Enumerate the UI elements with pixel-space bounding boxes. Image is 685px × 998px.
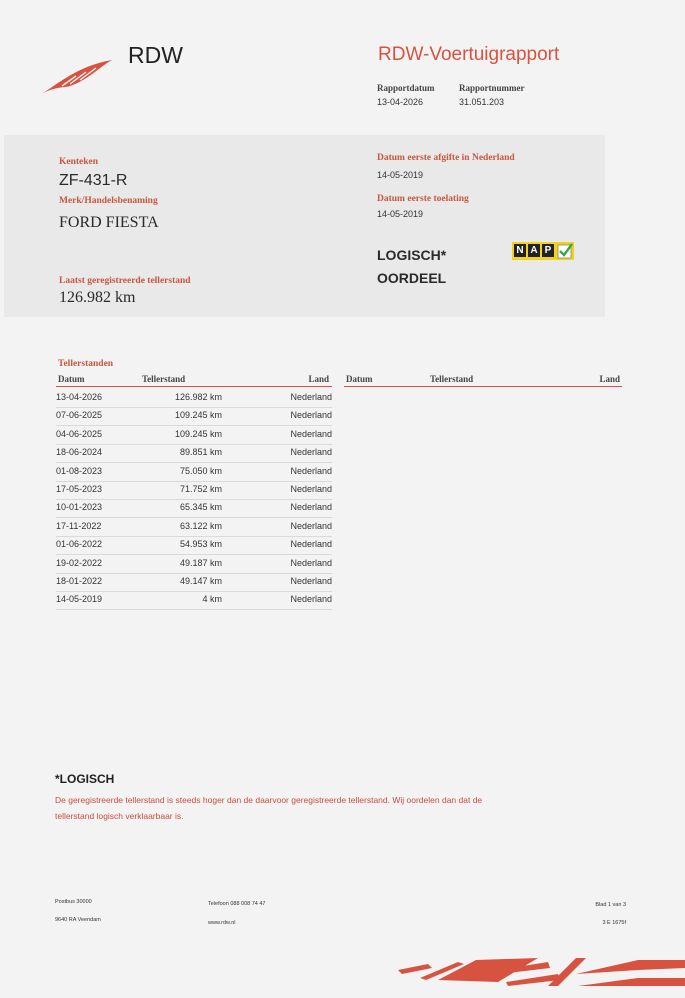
table-row: [56, 463, 332, 482]
row-country: Nederland: [290, 447, 332, 458]
row-km: 126.982 km: [174, 392, 222, 402]
report-date: 13-04-2026: [377, 97, 424, 107]
row-date: 18-06-2024: [56, 447, 103, 458]
row-date: 17-11-2022: [56, 520, 102, 531]
first-nl-value: 14-05-2019: [377, 170, 424, 180]
table-row: [56, 426, 332, 445]
col-date-header-2: Datum: [346, 374, 373, 384]
logo-text: RDW: [128, 42, 183, 68]
row-country: Nederland: [290, 520, 332, 531]
report-date-label: Rapportdatum: [377, 83, 435, 93]
row-km: 4 km: [202, 594, 222, 605]
readings-section-title: Tellerstanden: [58, 359, 114, 369]
row-date: 01-06-2022: [56, 539, 103, 550]
note-line2: tellerstand logisch verklaarbaar is.: [55, 811, 184, 821]
row-km: 89.851 km: [179, 447, 222, 458]
row-date: 13-04-2026: [56, 392, 103, 402]
row-date: 07-06-2025: [56, 410, 103, 421]
row-country: Nederland: [290, 465, 332, 476]
table-row: [56, 555, 332, 574]
table-row: [56, 573, 332, 592]
row-km: 49.187 km: [179, 557, 222, 568]
row-date: 04-06-2025: [56, 428, 103, 439]
nap-letter-n: N: [514, 244, 526, 257]
nap-letter-p: P: [542, 244, 554, 257]
row-km: 109.245 km: [174, 410, 222, 421]
report-number-label: Rapportnummer: [459, 83, 525, 93]
footer-web: www.rdw.nl: [208, 920, 236, 926]
row-country: Nederland: [290, 576, 332, 586]
plate-value: ZF-431-R: [59, 172, 128, 189]
row-km: 109.245 km: [174, 428, 222, 439]
first-admission-label: Datum eerste toelating: [377, 194, 469, 204]
note-line1: De geregistreerde tellerstand is steeds hoger dan de daarvoor geregistreerde tellerstand. Wij oordelen dan dat de: [55, 795, 483, 805]
table-row: [56, 591, 332, 610]
table-row: [56, 389, 332, 408]
col-km-header: Tellerstand: [142, 374, 186, 384]
row-country: Nederland: [290, 410, 332, 421]
row-km: 54.953 km: [179, 539, 222, 550]
table-row: [56, 536, 332, 555]
row-date: 17-05-2023: [56, 484, 103, 494]
brand-value: FORD FIESTA: [59, 214, 159, 231]
row-country: Nederland: [290, 502, 332, 513]
table-row: [56, 518, 332, 537]
row-date: 18-01-2022: [56, 576, 103, 586]
table-row: [56, 499, 332, 518]
table-header-rule: [56, 386, 332, 387]
verdict-line2: OORDEEL: [377, 270, 447, 286]
nap-letter-a: A: [528, 244, 540, 257]
row-km: 71.752 km: [179, 484, 222, 494]
plate-label: Kenteken: [59, 157, 99, 167]
verdict-line1: LOGISCH*: [377, 247, 447, 263]
footer-address: 9640 RA Veendam: [55, 917, 101, 923]
first-nl-label: Datum eerste afgifte in Nederland: [377, 153, 515, 163]
col-date-header: Datum: [58, 374, 85, 384]
row-date: 19-02-2022: [56, 557, 103, 568]
row-km: 63.122 km: [179, 520, 222, 531]
row-km: 75.050 km: [179, 465, 222, 476]
brand-label: Merk/Handelsbenaming: [59, 196, 158, 206]
report-number: 31.051.203: [459, 97, 505, 107]
check-icon: [556, 242, 574, 260]
footer-code: 3 E 1675f: [602, 920, 626, 926]
table-row: [56, 481, 332, 500]
table-row: [56, 444, 332, 463]
rdw-feather-logo: [36, 56, 116, 100]
table-row: [56, 407, 332, 426]
note-title: *LOGISCH: [55, 772, 115, 786]
table-header-rule-2: [344, 386, 622, 387]
row-country: Nederland: [290, 484, 332, 494]
footer-postbus: Postbus 30000: [55, 899, 92, 905]
row-country: Nederland: [290, 392, 332, 402]
row-country: Nederland: [290, 428, 332, 439]
row-km: 49.147 km: [179, 576, 222, 586]
row-date: 10-01-2023: [56, 502, 103, 513]
footer-page: Blad 1 van 3: [595, 902, 626, 908]
odometer-label: Laatst geregistreerde tellerstand: [59, 276, 191, 286]
nap-badge: [512, 242, 574, 260]
row-country: Nederland: [290, 594, 332, 605]
row-date: 14-05-2019: [56, 594, 103, 605]
col-country-header-2: Land: [599, 374, 620, 384]
stripe-motif-icon: [398, 952, 685, 992]
first-admission-value: 14-05-2019: [377, 209, 424, 219]
footer-phone: Telefoon 088 008 74 47: [208, 901, 266, 907]
row-country: Nederland: [290, 557, 332, 568]
col-country-header: Land: [308, 374, 329, 384]
row-km: 65.345 km: [179, 502, 222, 513]
odometer-value: 126.982 km: [59, 289, 136, 306]
report-title: RDW-Voertuigrapport: [378, 44, 560, 65]
row-country: Nederland: [290, 539, 332, 550]
col-km-header-2: Tellerstand: [430, 374, 474, 384]
row-date: 01-08-2023: [56, 465, 103, 476]
